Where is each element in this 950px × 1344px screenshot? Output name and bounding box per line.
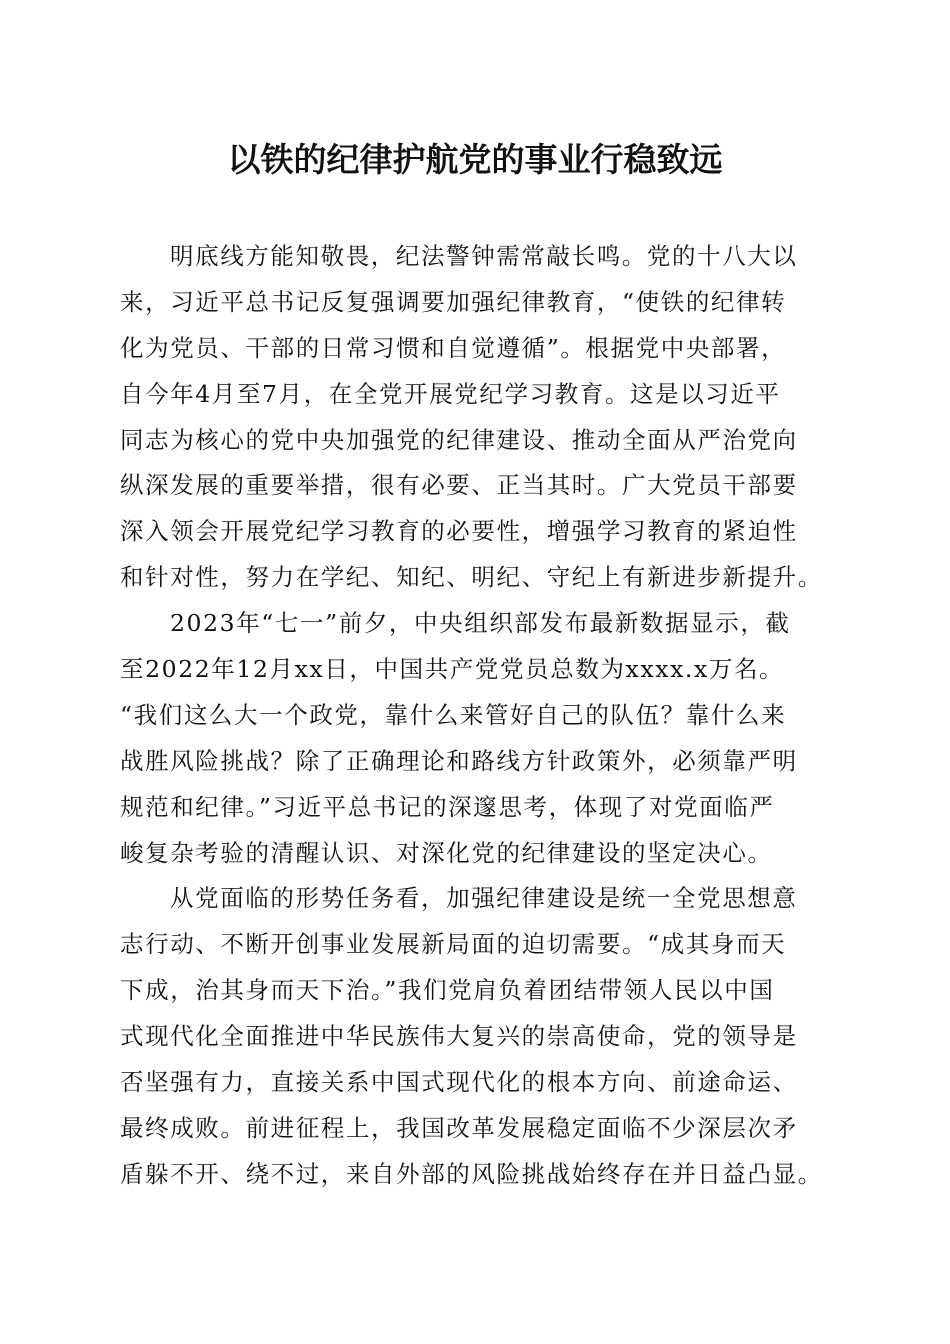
text-line: 盾躲不开、绕不过，来自外部的风险挑战始终存在并日益凸显。 [120,1159,823,1188]
text-line: “我们这么大一个政党，靠什么来管好自己的队伍？靠什么来 [120,700,787,729]
text-line: 峻复杂考验的清醒认识、对深化党的纪律建设的坚定决心。 [120,838,773,867]
text-line: 深入领会开展党纪学习教育的必要性，增强学习教育的紧迫性 [120,517,798,546]
text-line: 式现代化全面推进中华民族伟大复兴的崇高使命，党的领导是 [120,1022,798,1051]
text-line: 同志为核心的党中央加强党的纪律建设、推动全面从严治党向 [120,425,798,454]
text-line: 化为党员、干部的日常习惯和自觉遵循”。根据党中央部署， [120,333,787,362]
text-line: 自今年4月至7月，在全党开展党纪学习教育。这是以习近平 [120,379,781,408]
text-line: 战胜风险挑战？除了正确理论和路线方针政策外，必须靠严明 [120,746,798,775]
text-line: 下成，治其身而天下治。”我们党肩负着团结带领人民以中国 [120,976,775,1005]
text-line: 最终成败。前进征程上，我国改革发展稳定面临不少深层次矛 [120,1113,798,1142]
text-line: 和针对性，努力在学纪、知纪、明纪、守纪上有新进步新提升。 [120,563,823,592]
text-line: 规范和纪律。”习近平总书记的深邃思考，体现了对党面临严 [120,792,775,821]
text-line: 志行动、不断开创事业发展新局面的迫切需要。“成其身而天 [120,930,787,959]
document-body [120,234,840,1198]
text-line: 纵深发展的重要举措，很有必要、正当其时。广大党员干部要 [120,471,798,500]
text-line: 否坚强有力，直接关系中国式现代化的根本方向、前途命运、 [120,1068,798,1097]
document-title: 以铁的纪律护航党的事业行稳致远 [227,140,723,179]
text-line: 明底线方能知敬畏，纪法警钟需常敲长鸣。党的十八大以 [170,242,798,270]
text-line: 2023年“七一”前夕，中央组织部发布最新数据显示，截 [170,609,791,638]
text-line: 至2022年12月xx日，中国共产党党员总数为xxxx.x万名。 [120,655,785,684]
text-line: 从党面临的形势任务看，加强纪律建设是统一全党思想意 [170,884,798,913]
text-line: 来，习近平总书记反复强调要加强纪律教育，“使铁的纪律转 [120,287,787,316]
